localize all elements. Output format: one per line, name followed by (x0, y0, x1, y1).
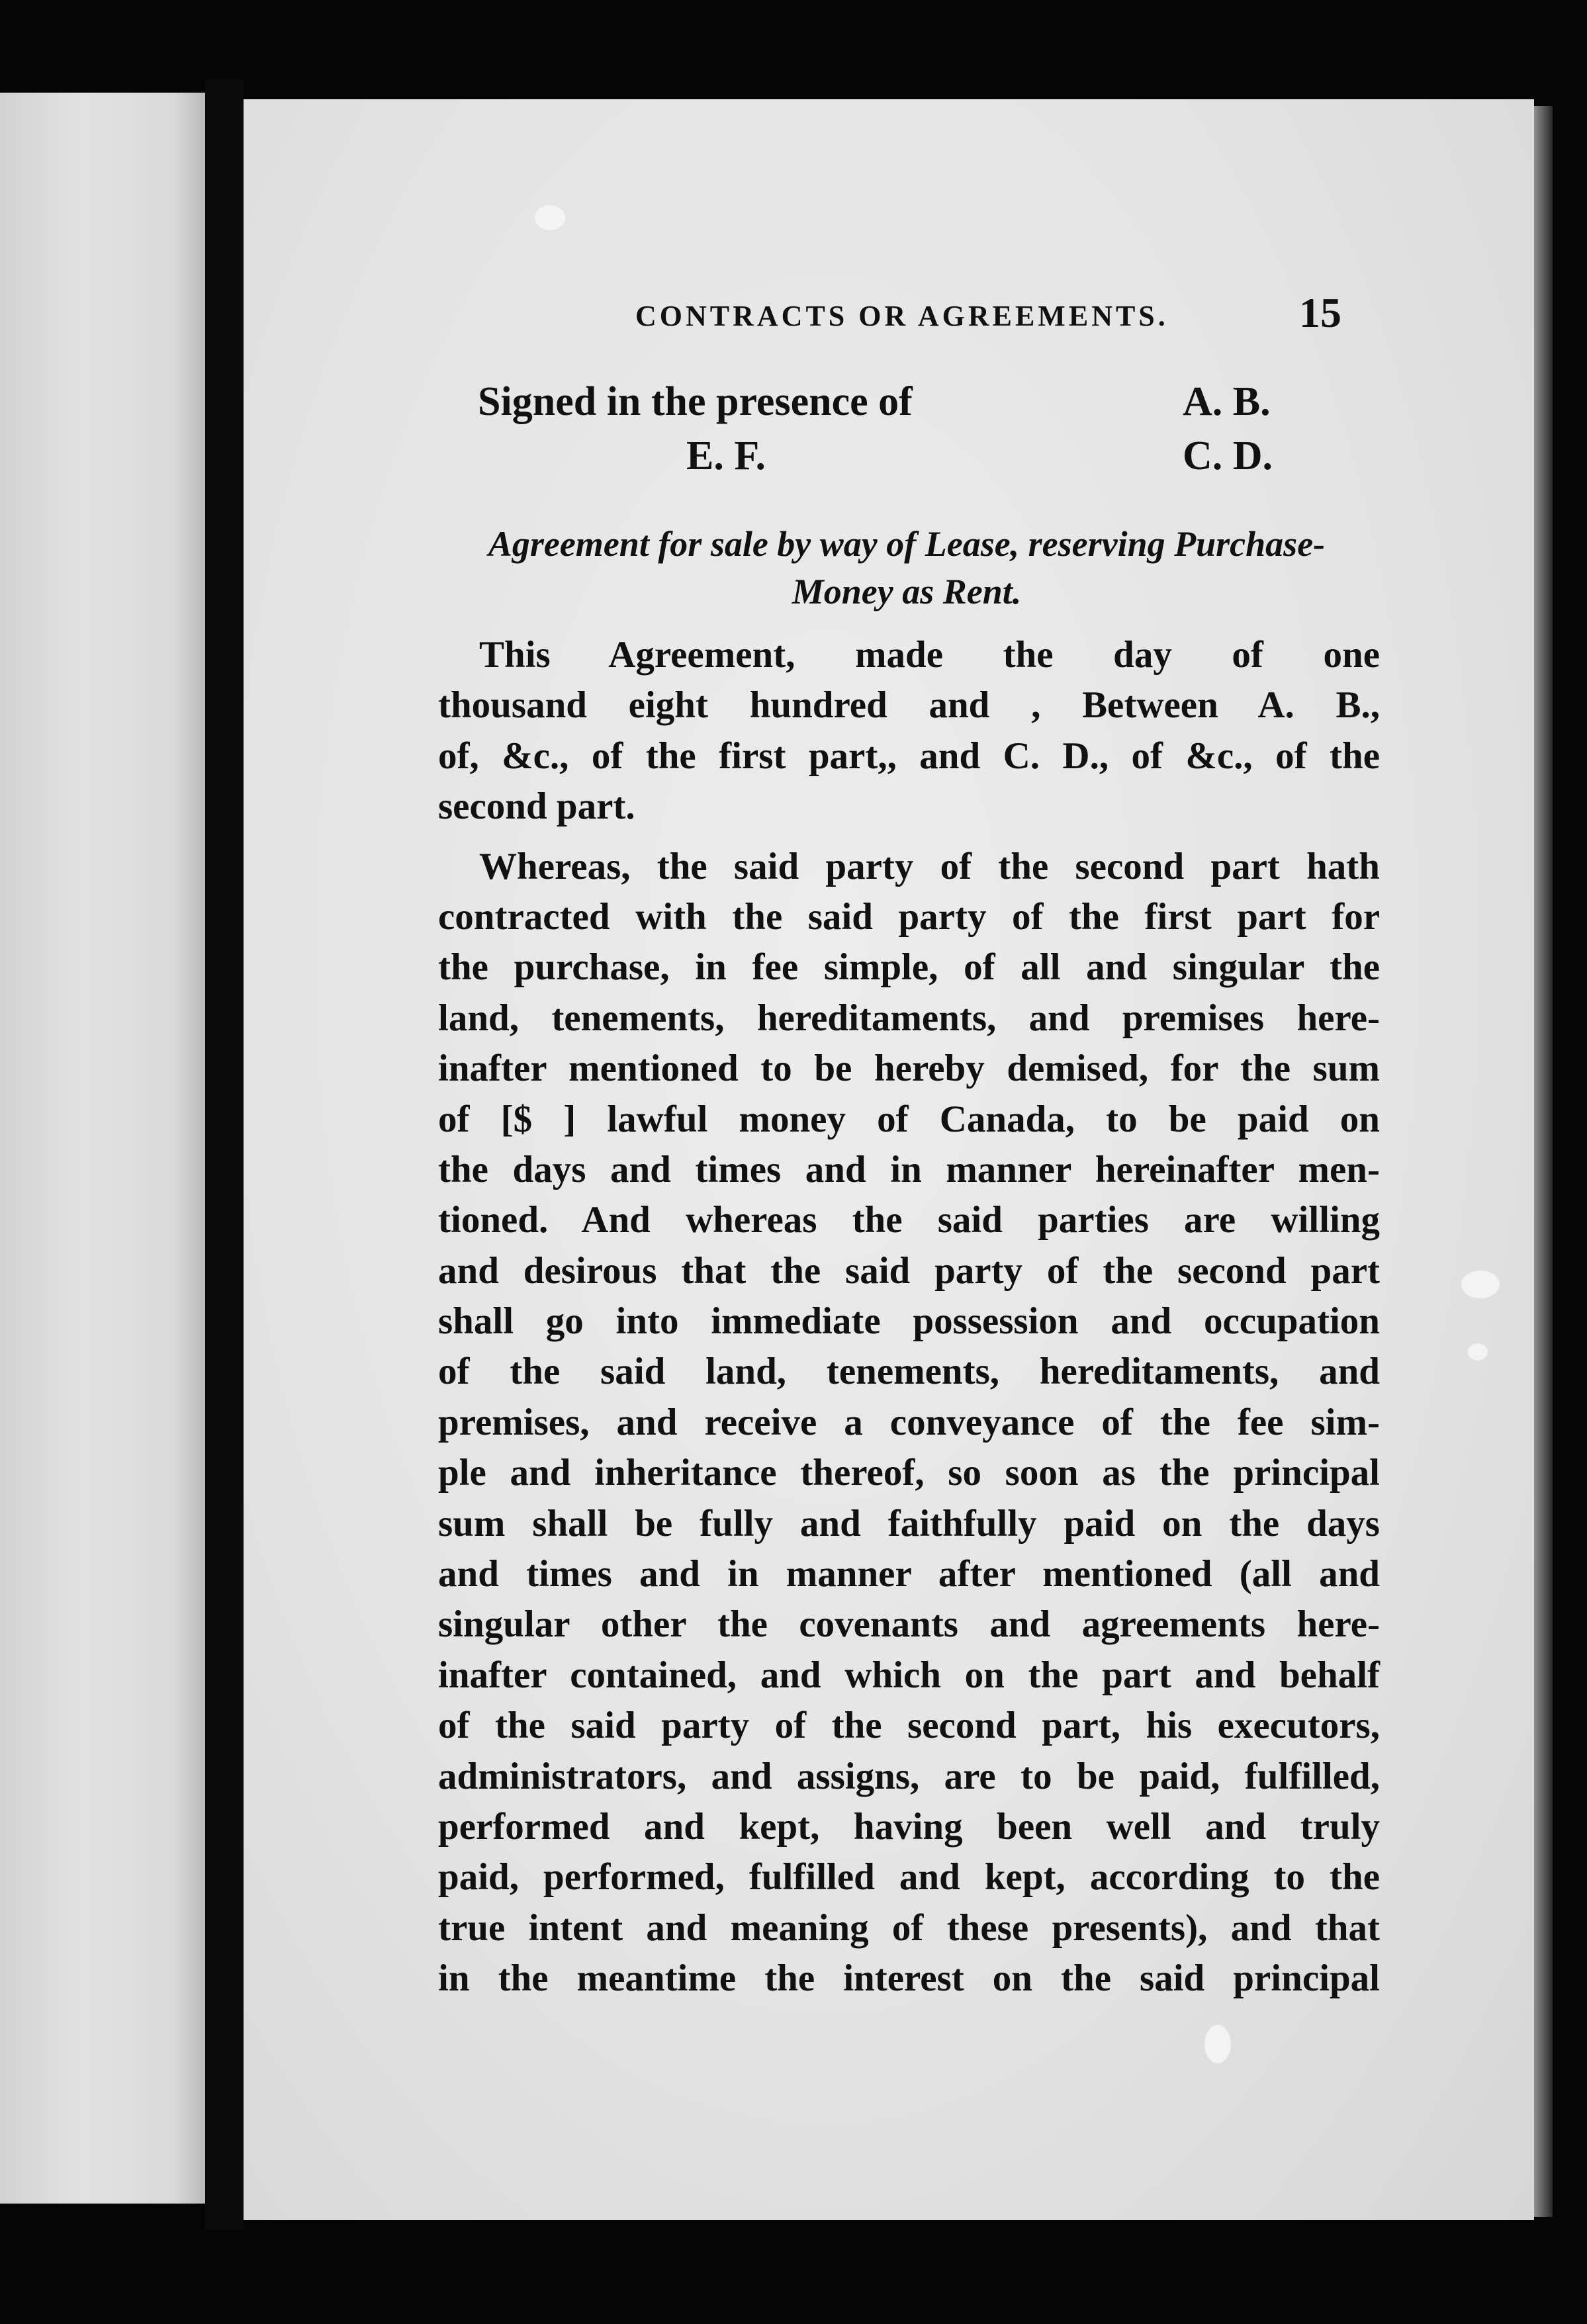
text-line: true intent and meaning of these presents), and that (438, 1906, 1380, 1949)
text-line: contracted with the said party of the first part for (438, 895, 1380, 938)
text-line: thousand eight hundred and , Between A. B., (438, 684, 1380, 727)
text-line: shall go into immediate possession and occupation (438, 1300, 1380, 1343)
paragraph-2 (438, 842, 1380, 2004)
text-line: Whereas, the said party of the second part hath (479, 845, 1380, 887)
agreement-heading-line: Agreement for sale by way of Lease, reserving Purchase- (488, 524, 1326, 564)
facing-page-edge (0, 93, 205, 2204)
text-line: and times and in manner after mentioned (all and (438, 1553, 1380, 1595)
agreement-heading-line: Money as Rent. (792, 572, 1022, 611)
text-line: second part. (438, 785, 635, 828)
witness-name: E. F. (686, 433, 766, 478)
text-line: ple and inheritance thereof, so soon as the principal (438, 1452, 1380, 1494)
signatory-first-party: A. B. (1183, 379, 1271, 424)
text-line: land, tenements, hereditaments, and premises here- (438, 997, 1380, 1039)
text-line: inafter contained, and which on the part and behalf (438, 1654, 1380, 1696)
text-line: sum shall be fully and faithfully paid on the days (438, 1502, 1380, 1544)
text-line: of [$ ] lawful money of Canada, to be paid on (438, 1098, 1380, 1140)
text-line: tioned. And whereas the said parties are willing (438, 1199, 1380, 1241)
text-line: of the said land, tenements, hereditaments, and (438, 1351, 1380, 1393)
text-line: of, &c., of the first part,, and C. D., of &c., of the (438, 735, 1380, 777)
text-line: This Agreement, made the day of one (479, 634, 1380, 676)
body-text (438, 630, 1380, 2004)
text-line: premises, and receive a conveyance of the fee sim- (438, 1401, 1380, 1443)
text-line: administrators, and assigns, are to be paid, fulfilled, (438, 1755, 1380, 1797)
text-line: inafter mentioned to be hereby demised, for the sum (438, 1048, 1380, 1090)
signatory-second-party: C. D. (1183, 433, 1273, 478)
agreement-heading (424, 520, 1390, 615)
text-line: singular other the covenants and agreements here- (438, 1603, 1380, 1646)
signed-in-presence-label: Signed in the presence of (478, 379, 913, 424)
running-head: CONTRACTS OR AGREEMENTS. (635, 300, 1169, 332)
page-edge-shadow (1534, 106, 1553, 2217)
text-line: paid, performed, fulfilled and kept, according to the (438, 1856, 1380, 1899)
page-number: 15 (1299, 289, 1341, 336)
text-line: the purchase, in fee simple, of all and singular the (438, 946, 1380, 989)
text-line: in the meantime the interest on the said principal (438, 1957, 1380, 2000)
book-gutter (205, 79, 244, 2230)
paragraph-1 (438, 630, 1380, 832)
text-line: of the said party of the second part, his executors, (438, 1705, 1380, 1747)
text-line: performed and kept, having been well and truly (438, 1805, 1380, 1848)
text-line: the days and times and in manner hereinafter men- (438, 1148, 1380, 1190)
text-line: and desirous that the said party of the second part (438, 1249, 1380, 1292)
